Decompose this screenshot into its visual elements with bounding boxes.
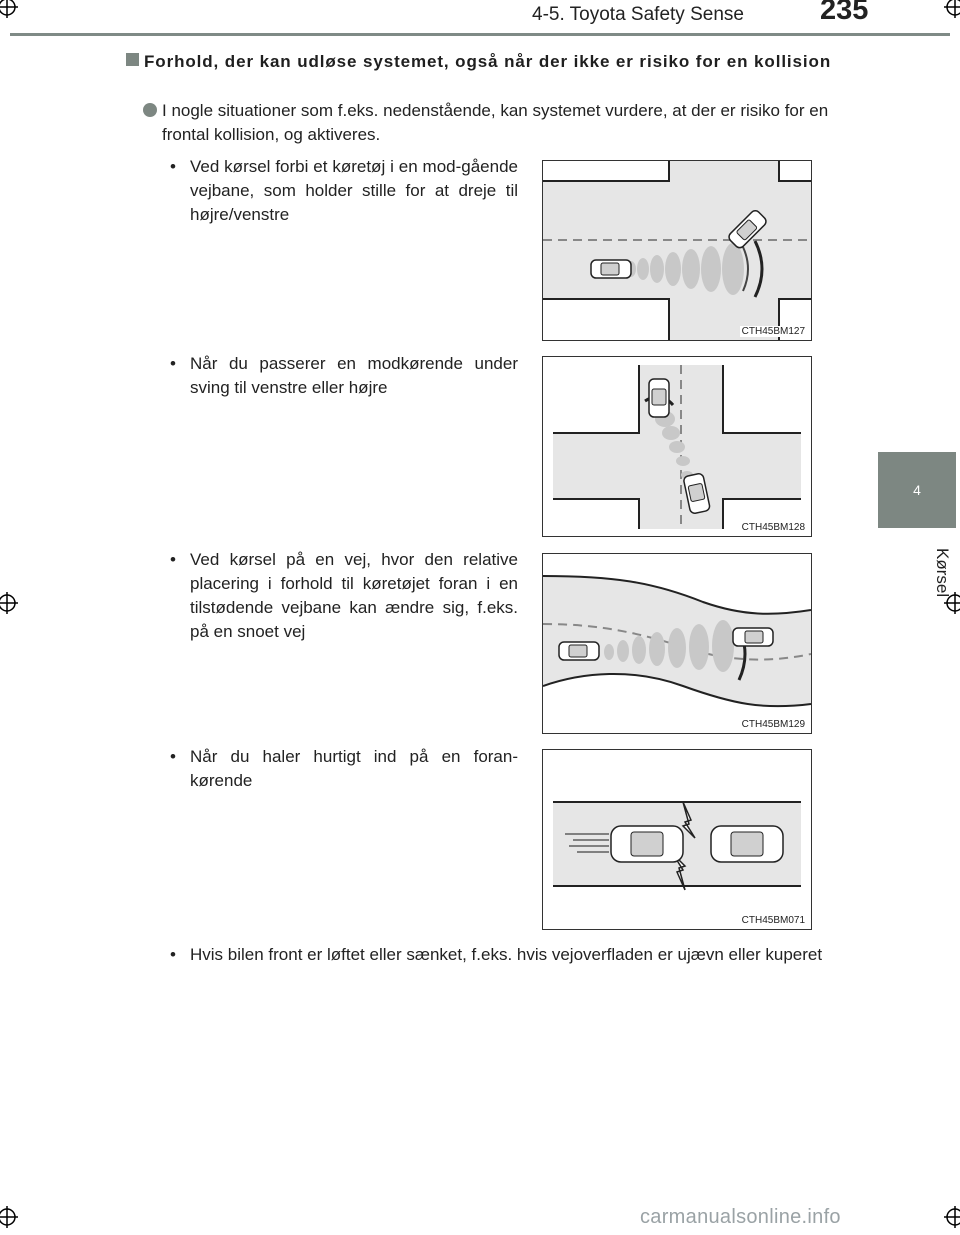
bullet-dot: • <box>170 157 176 176</box>
figure-oncoming-turning-vehicle <box>542 160 812 341</box>
footer-watermark: carmanualsonline.info <box>640 1206 841 1228</box>
bullet-circle-icon <box>143 103 157 117</box>
crop-mark-icon <box>944 1206 960 1228</box>
intro-paragraph: I nogle situationer som f.eks. nedenstående, kan systemet vurdere, at der er risiko for en frontal kollision, og aktiveres. <box>162 101 829 144</box>
crop-mark-icon <box>0 1206 18 1228</box>
bullet-dot: • <box>170 354 176 373</box>
chapter-label: Kørsel <box>933 548 952 598</box>
section-title: 4-5. Toyota Safety Sense <box>532 4 744 25</box>
bullet-item <box>170 352 518 400</box>
bullet-dot: • <box>170 550 176 569</box>
figure-winding-road <box>542 553 812 734</box>
bullet-text: Når du haler hurtigt ind på en foran-kørende <box>190 747 518 790</box>
bullet-dot: • <box>170 747 176 766</box>
header-rule <box>10 33 950 36</box>
bullet-dot: • <box>170 945 176 964</box>
figure-code: CTH45BM128 <box>741 522 805 533</box>
figure-code: CTH45BM127 <box>741 326 805 337</box>
crop-mark-icon <box>944 0 960 18</box>
bullet-text: Ved kørsel på en vej, hvor den relative placering i forhold til køretøjet foran i en tilstødende vejbane kan ændre sig, f.eks. på en snoet vej <box>190 550 518 641</box>
chapter-number: 4 <box>913 482 921 498</box>
crop-mark-icon <box>0 592 18 614</box>
section-heading: Forhold, der kan udløse systemet, også når der ikke er risiko for en kollision <box>144 52 832 71</box>
bullet-item <box>170 155 518 227</box>
bullet-text: Når du passerer en modkørende under sving til venstre eller højre <box>190 354 518 397</box>
figure-code: CTH45BM071 <box>741 915 805 926</box>
chapter-tab <box>878 452 956 528</box>
page-number: 235 <box>820 0 869 26</box>
bullet-item <box>170 548 518 644</box>
crop-mark-icon <box>0 0 18 18</box>
bullet-text: Hvis bilen front er løftet eller sænket, f.eks. hvis vejoverfladen er ujævn eller kuperet <box>190 945 823 964</box>
figure-passing-oncoming-in-curve <box>542 356 812 537</box>
figure-closing-fast-on-vehicle <box>542 749 812 930</box>
bullet-text: Ved kørsel forbi et køretøj i en mod-gående vejbane, som holder stille for at dreje til højre/venstre <box>190 157 518 224</box>
figure-code: CTH45BM129 <box>741 719 805 730</box>
bullet-item <box>170 943 840 967</box>
bullet-item <box>170 745 518 793</box>
crop-mark-icon <box>944 592 960 614</box>
